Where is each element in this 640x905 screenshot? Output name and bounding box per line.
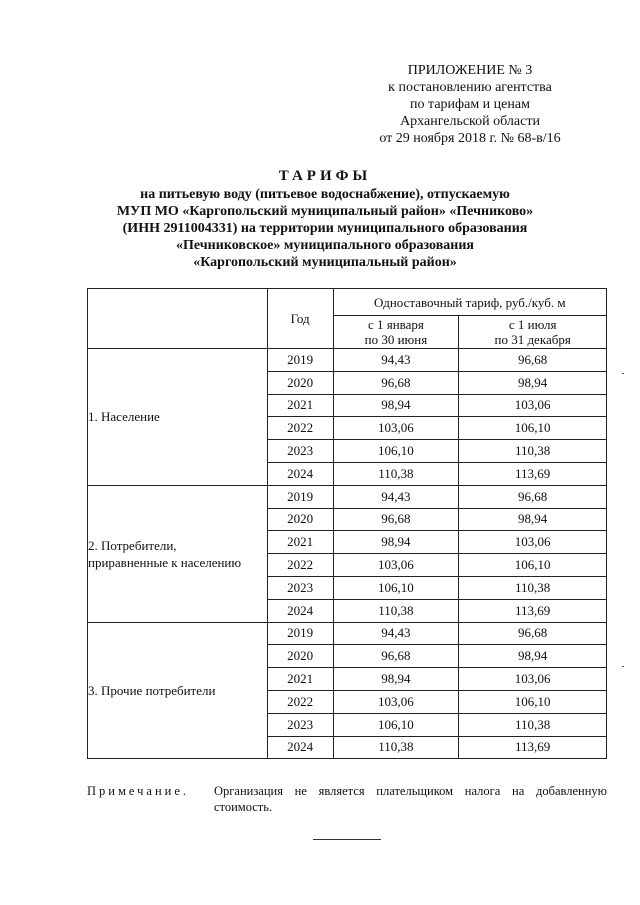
- year-cell: 2021: [267, 531, 333, 554]
- table-row: [88, 349, 607, 372]
- tariff-h2-cell: 103,06: [459, 531, 607, 554]
- table-header-row: [88, 289, 607, 316]
- tariff-h2-cell: 113,69: [459, 599, 607, 622]
- category-label: 3. Прочие потребители: [88, 682, 216, 698]
- year-cell: 2022: [267, 554, 333, 577]
- tariff-h1-cell: 106,10: [333, 440, 459, 463]
- scan-speck: [622, 666, 624, 667]
- year-cell: 2020: [267, 645, 333, 668]
- title-line: «Печниковское» муниципального образования: [176, 238, 474, 253]
- category-label: 1. Население: [88, 409, 160, 425]
- year-cell: 2022: [267, 690, 333, 713]
- year-cell: 2019: [267, 622, 333, 645]
- tariff-h2-cell: 96,68: [459, 485, 607, 508]
- header-period-2: [459, 316, 607, 349]
- year-cell: 2021: [267, 668, 333, 691]
- year-cell: 2021: [267, 394, 333, 417]
- appendix-line: по тарифам и ценам: [410, 97, 530, 112]
- tariff-h1-cell: 98,94: [333, 668, 459, 691]
- tariff-h2-cell: 110,38: [459, 576, 607, 599]
- title-line: (ИНН 2911004331) на территории муниципального образования: [122, 221, 528, 236]
- tariff-h1-cell: 103,06: [333, 690, 459, 713]
- tariff-h2-cell: 113,69: [459, 736, 607, 759]
- tariff-h1-cell: 103,06: [333, 554, 459, 577]
- footnote: [87, 783, 607, 815]
- category-cell: [88, 349, 268, 486]
- year-cell: 2020: [267, 371, 333, 394]
- tariff-h1-cell: 103,06: [333, 417, 459, 440]
- tariff-h1-cell: 98,94: [333, 531, 459, 554]
- period-1-start: с 1 января: [367, 317, 424, 332]
- document-title: [80, 168, 570, 271]
- tariff-h2-cell: 106,10: [459, 554, 607, 577]
- header-category-cell: [88, 289, 268, 349]
- title-heading: ТАРИФЫ: [278, 168, 372, 184]
- year-cell: 2020: [267, 508, 333, 531]
- category-label: 2. Потребители,: [88, 537, 177, 553]
- tariff-h1-cell: 96,68: [333, 371, 459, 394]
- tariff-h1-cell: 98,94: [333, 394, 459, 417]
- tariff-h2-cell: 98,94: [459, 645, 607, 668]
- tariff-h1-cell: 106,10: [333, 576, 459, 599]
- footnote-text: Организация не является плательщиком налога на добавленную стоимость.: [214, 784, 607, 814]
- tariff-h2-cell: 96,68: [459, 349, 607, 372]
- tariff-h1-cell: 94,43: [333, 485, 459, 508]
- appendix-header: [340, 62, 600, 147]
- header-period-1: [333, 316, 459, 349]
- tariff-h2-cell: 110,38: [459, 713, 607, 736]
- table-row: [88, 485, 607, 508]
- year-cell: 2022: [267, 417, 333, 440]
- tariff-h2-cell: 110,38: [459, 440, 607, 463]
- appendix-line: к постановлению агентства: [388, 80, 552, 95]
- tariff-h1-cell: 106,10: [333, 713, 459, 736]
- tariff-h2-cell: 103,06: [459, 394, 607, 417]
- appendix-line: Архангельской области: [400, 114, 540, 129]
- tariff-h2-cell: 106,10: [459, 690, 607, 713]
- tariff-h2-cell: 106,10: [459, 417, 607, 440]
- year-cell: 2024: [267, 462, 333, 485]
- tariff-h2-cell: 113,69: [459, 462, 607, 485]
- tariff-table: [87, 288, 607, 759]
- year-cell: 2023: [267, 440, 333, 463]
- header-year-cell: Год: [267, 289, 333, 349]
- tariff-h1-cell: 110,38: [333, 462, 459, 485]
- year-cell: 2023: [267, 713, 333, 736]
- year-cell: 2019: [267, 485, 333, 508]
- appendix-number: ПРИЛОЖЕНИЕ № 3: [407, 63, 533, 78]
- tariff-h1-cell: 110,38: [333, 599, 459, 622]
- period-1-end: по 30 июня: [364, 332, 428, 347]
- header-tariff-cell: Одноставочный тариф, руб./куб. м: [333, 289, 606, 316]
- tariff-h2-cell: 96,68: [459, 622, 607, 645]
- scan-speck: [622, 373, 624, 374]
- title-line: на питьевую воду (питьевое водоснабжение), отпускаемую: [140, 187, 510, 202]
- category-cell: [88, 485, 268, 622]
- tariff-h2-cell: 98,94: [459, 371, 607, 394]
- category-cell: [88, 622, 268, 759]
- tariff-h1-cell: 96,68: [333, 645, 459, 668]
- footnote-label: Примечание.: [87, 784, 190, 798]
- appendix-date: от 29 ноября 2018 г. № 68-в/16: [379, 131, 561, 146]
- period-2-end: по 31 декабря: [494, 332, 571, 347]
- tariff-h2-cell: 103,06: [459, 668, 607, 691]
- tariff-h2-cell: 98,94: [459, 508, 607, 531]
- tariff-h1-cell: 94,43: [333, 349, 459, 372]
- year-cell: 2024: [267, 736, 333, 759]
- category-label-cont: приравненные к населению: [88, 554, 242, 570]
- period-2-start: с 1 июля: [508, 317, 557, 332]
- table-row: [88, 622, 607, 645]
- title-line: МУП МО «Каргопольский муниципальный район» «Печниково»: [116, 204, 534, 219]
- year-cell: 2023: [267, 576, 333, 599]
- title-line: «Каргопольский муниципальный район»: [193, 255, 457, 270]
- year-cell: 2024: [267, 599, 333, 622]
- tariff-h1-cell: 94,43: [333, 622, 459, 645]
- end-rule: [313, 839, 381, 840]
- tariff-h1-cell: 96,68: [333, 508, 459, 531]
- tariff-h1-cell: 110,38: [333, 736, 459, 759]
- year-cell: 2019: [267, 349, 333, 372]
